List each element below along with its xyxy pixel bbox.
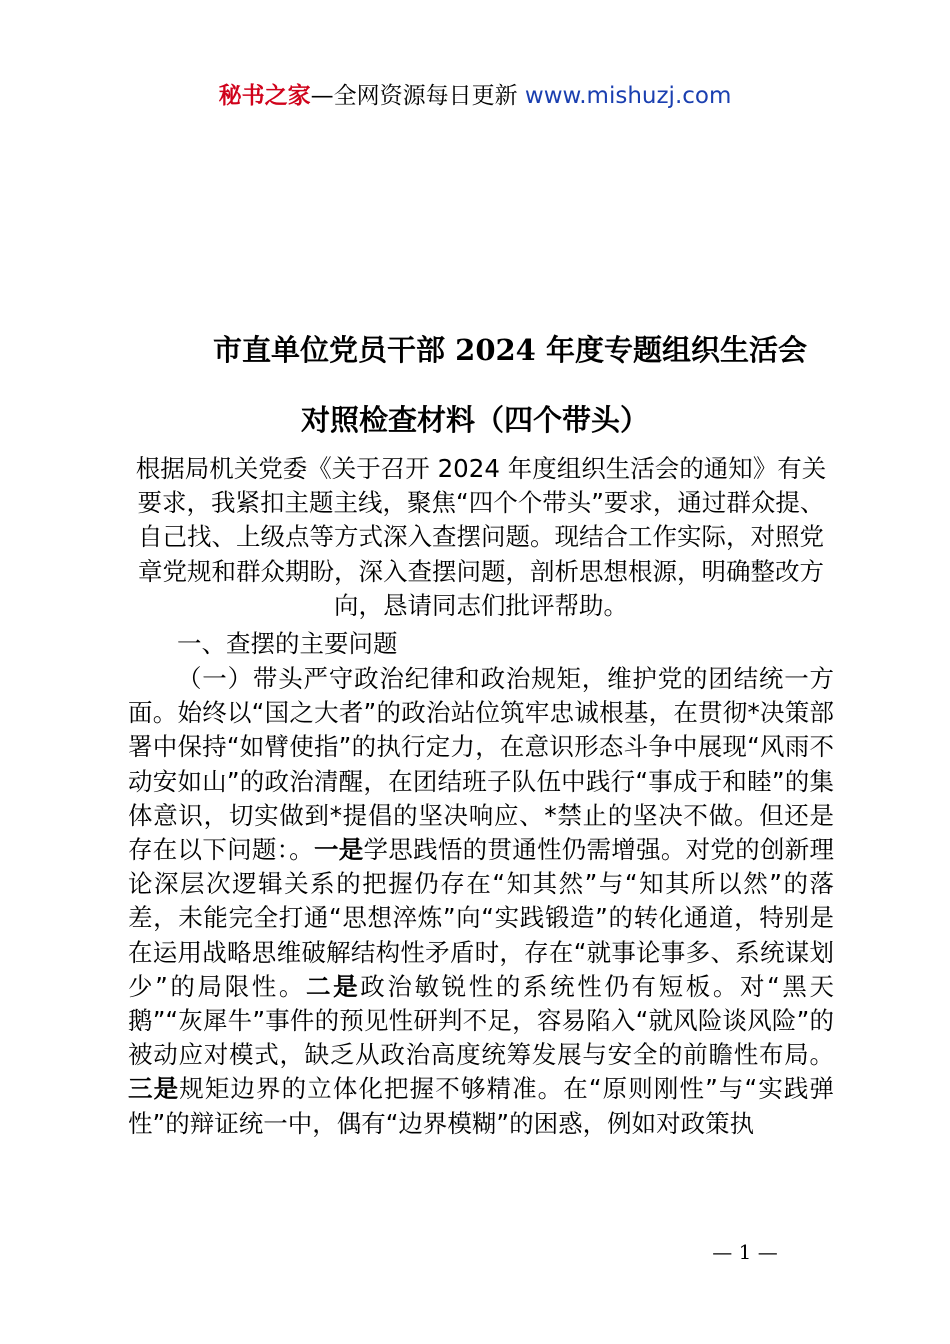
paragraph-opening: （一）带头严守政治纪律和政治规矩，维护党的团结统一方面。始终以“国之大者”的政治站位筑牢忠诚根基，在贯彻*决策部署中保持“如臂使指”的执行定力，在意识形态斗争中展现“风雨不动安如山”的政治清醒，在团结班子队伍中践行“事成于和睦”的集体意识，切实做到*提倡的坚决响应、*禁止的坚决不做。但还是存在以下问题：。 — [128, 664, 834, 865]
page-number: — 1 — — [712, 1240, 778, 1264]
section-paragraph — [128, 662, 834, 1141]
header-slogan: 全网资源每日更新 — [333, 83, 518, 109]
point-label-3: 三是 — [128, 1074, 180, 1104]
site-header — [0, 80, 950, 112]
point-label-2: 二是 — [306, 971, 361, 1001]
point-text-2: 政治敏锐性的系统性仍有短板。对“黑天鹅”“灰犀牛”事件的预见性研判不足，容易陷入“就风险谈风险”的被动应对模式，缺乏从政治高度统筹发展与安全的前瞻性布局。 — [128, 971, 834, 1070]
brand-name: 秘书之家 — [218, 83, 311, 109]
section-heading: 一、查摆的主要问题 — [177, 629, 398, 658]
point-label-1: 一是 — [313, 835, 364, 865]
document-title-line-1: 市直单位党员干部 2024 年度专题组织生活会 — [213, 333, 807, 367]
header-dash: — — [310, 83, 334, 109]
site-url-link[interactable]: www.mishuzj.com — [524, 83, 732, 109]
document-title-line-2: 对照检查材料（四个带头） — [300, 403, 649, 437]
point-text-1: 学思践悟的贯通性仍需增强。对党的创新理论深层次逻辑关系的把握仍存在“知其然”与“知其所以然”的落差，未能完全打通“思想淬炼”向“实践锻造”的转化通道，特别是在运用战略思维破解结构性矛盾时，存在“就事论事多、系统谋划少”的局限性。 — [128, 835, 835, 1001]
intro-paragraph: 根据局机关党委《关于召开 2024 年度组织生活会的通知》有关要求，我紧扣主题主线，聚焦“四个个带头”要求，通过群众提、自己找、上级点等方式深入查摆问题。现结合工作实际，对照党章党规和群众期盼，深入查摆问题，剖析思想根源，明确整改方向，恳请同志们批评帮助。 — [135, 454, 827, 620]
point-text-3: 规矩边界的立体化把握不够精准。在“原则刚性”与“实践弹性”的辩证统一中，偶有“边界模糊”的困惑，例如对政策执 — [128, 1074, 835, 1138]
